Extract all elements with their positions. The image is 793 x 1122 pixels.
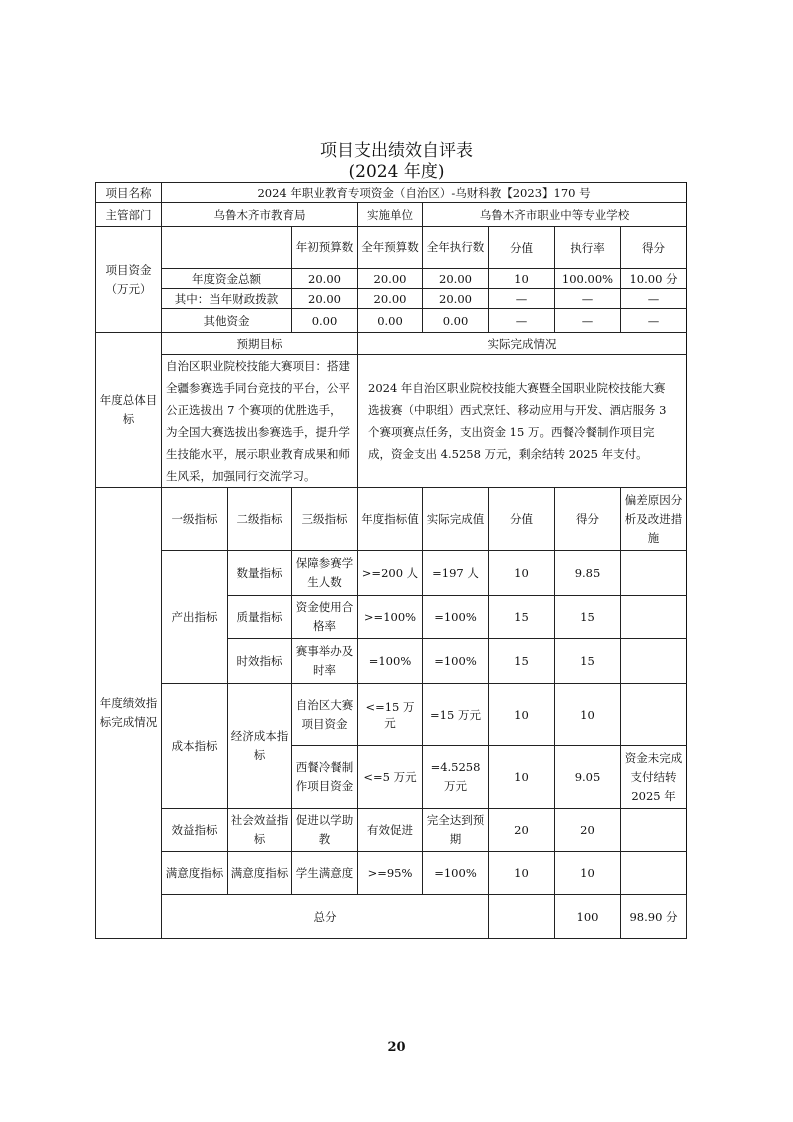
score-cell: 10 [489, 746, 555, 809]
indicator-header: 偏差原因分析及改进措施 [621, 488, 687, 551]
unit-value: 乌鲁木齐市职业中等专业学校 [423, 203, 687, 227]
score-cell: 15 [489, 596, 555, 639]
total-got: 98.90 分 [621, 895, 687, 939]
target-cell: <=15 万元 [358, 684, 423, 746]
funds-header-cell: 分值 [489, 227, 555, 269]
actual-cell: =100% [423, 639, 489, 684]
funds-cell: 10.00 分 [621, 269, 687, 289]
funds-header-cell: 年初预算数 [292, 227, 358, 269]
got-cell: 9.05 [555, 746, 621, 809]
actual-cell: =100% [423, 852, 489, 895]
score-cell: 10 [489, 852, 555, 895]
indicator-header: 实际完成值 [423, 488, 489, 551]
funds-row-name: 其中：当年财政拨款 [162, 289, 292, 309]
level2-cell: 质量指标 [228, 596, 292, 639]
funds-cell: — [489, 309, 555, 333]
level3-cell: 自治区大赛项目资金 [292, 684, 358, 746]
indicator-header: 一级指标 [162, 488, 228, 551]
funds-header-cell: 执行率 [555, 227, 621, 269]
level3-cell: 促进以学助教 [292, 809, 358, 852]
indicator-header: 得分 [555, 488, 621, 551]
total-label: 总分 [162, 895, 489, 939]
got-cell: 10 [555, 852, 621, 895]
expected-header: 预期目标 [162, 333, 358, 355]
funds-cell: — [489, 289, 555, 309]
level2-cost: 经济成本指标 [228, 684, 292, 809]
funds-header-cell: 全年执行数 [423, 227, 489, 269]
level3-cell: 资金使用合格率 [292, 596, 358, 639]
note-cell [621, 684, 687, 746]
note-cell [621, 596, 687, 639]
total-blank [489, 895, 555, 939]
score-cell: 10 [489, 684, 555, 746]
funds-cell: 0.00 [292, 309, 358, 333]
actual-cell: 完全达到预期 [423, 809, 489, 852]
actual-text: 2024 年自治区职业院校技能大赛暨全国职业院校技能大赛选拔赛（中职组）西式烹饪、移动应用与开发、酒店服务 3 个赛项赛点任务，支出资金 15 万。西餐冷餐制作项目完成，资金支出 4.5258 万元，剩余结转 2025 年支付。 [358, 355, 687, 488]
actual-cell: =197 人 [423, 551, 489, 596]
level3-cell: 保障参赛学生人数 [292, 551, 358, 596]
level2-cell: 时效指标 [228, 639, 292, 684]
funds-cell: 0.00 [358, 309, 423, 333]
funds-cell: 20.00 [358, 289, 423, 309]
unit-label: 实施单位 [358, 203, 423, 227]
funds-cell: 10 [489, 269, 555, 289]
got-cell: 10 [555, 684, 621, 746]
level2-cell: 社会效益指标 [228, 809, 292, 852]
level2-cell: 数量指标 [228, 551, 292, 596]
got-cell: 15 [555, 596, 621, 639]
score-cell: 15 [489, 639, 555, 684]
funds-cell: — [621, 309, 687, 333]
funds-header-blank [162, 227, 292, 269]
funds-cell: — [555, 289, 621, 309]
funds-cell: 20.00 [423, 269, 489, 289]
dept-value: 乌鲁木齐市教育局 [162, 203, 358, 227]
note-cell [621, 551, 687, 596]
indicator-header: 三级指标 [292, 488, 358, 551]
note-cell [621, 639, 687, 684]
funds-cell: — [555, 309, 621, 333]
got-cell: 20 [555, 809, 621, 852]
indicator-header: 年度指标值 [358, 488, 423, 551]
document-title: 项目支出绩效自评表 [320, 141, 473, 161]
funds-cell: 20.00 [292, 269, 358, 289]
score-cell: 20 [489, 809, 555, 852]
self-evaluation-table [95, 182, 687, 939]
actual-cell: =100% [423, 596, 489, 639]
level2-cell: 满意度指标 [228, 852, 292, 895]
note-cell [621, 852, 687, 895]
level1-cost: 成本指标 [162, 684, 228, 809]
funds-cell: 20.00 [423, 289, 489, 309]
funds-label: 项目资金 （万元） [96, 227, 162, 333]
document-subtitle: (2024 年度) [348, 162, 445, 182]
target-cell: >=95% [358, 852, 423, 895]
got-cell: 15 [555, 639, 621, 684]
indicators-section-label: 年度绩效指标完成情况 [96, 488, 162, 939]
funds-cell: 20.00 [292, 289, 358, 309]
funds-row-name: 年度资金总额 [162, 269, 292, 289]
goals-label: 年度总体目标 [96, 333, 162, 488]
actual-cell: =15 万元 [423, 684, 489, 746]
funds-cell: 20.00 [358, 269, 423, 289]
level3-cell: 西餐冷餐制作项目资金 [292, 746, 358, 809]
target-cell: >=200 人 [358, 551, 423, 596]
indicator-header: 二级指标 [228, 488, 292, 551]
project-name-label: 项目名称 [96, 183, 162, 203]
funds-cell: 100.00% [555, 269, 621, 289]
funds-row-name: 其他资金 [162, 309, 292, 333]
target-cell: >=100% [358, 596, 423, 639]
total-score: 100 [555, 895, 621, 939]
level3-cell: 赛事举办及时率 [292, 639, 358, 684]
level1-satisfaction: 满意度指标 [162, 852, 228, 895]
level1-benefit: 效益指标 [162, 809, 228, 852]
funds-header-cell: 全年预算数 [358, 227, 423, 269]
dept-label: 主管部门 [96, 203, 162, 227]
page-number: 20 [387, 1040, 406, 1055]
funds-header-cell: 得分 [621, 227, 687, 269]
level3-cell: 学生满意度 [292, 852, 358, 895]
funds-cell: — [621, 289, 687, 309]
score-cell: 10 [489, 551, 555, 596]
expected-text: 自治区职业院校技能大赛项目：搭建全疆参赛选手同台竞技的平台，公平公正选拔出 7 个赛项的优胜选手，为全国大赛选拔出参赛选手，提升学生技能水平，展示职业教育成果和师生风采，加强同行交流学习。 [162, 355, 358, 488]
project-name-value: 2024 年职业教育专项资金（自治区）-乌财科教【2023】170 号 [162, 183, 687, 203]
actual-header: 实际完成情况 [358, 333, 687, 355]
target-cell: <=5 万元 [358, 746, 423, 809]
level1-output: 产出指标 [162, 551, 228, 684]
got-cell: 9.85 [555, 551, 621, 596]
target-cell: =100% [358, 639, 423, 684]
indicator-header: 分值 [489, 488, 555, 551]
note-cell [621, 809, 687, 852]
actual-cell: =4.5258 万元 [423, 746, 489, 809]
target-cell: 有效促进 [358, 809, 423, 852]
note-cell: 资金未完成支付结转 2025 年 [621, 746, 687, 809]
funds-cell: 0.00 [423, 309, 489, 333]
